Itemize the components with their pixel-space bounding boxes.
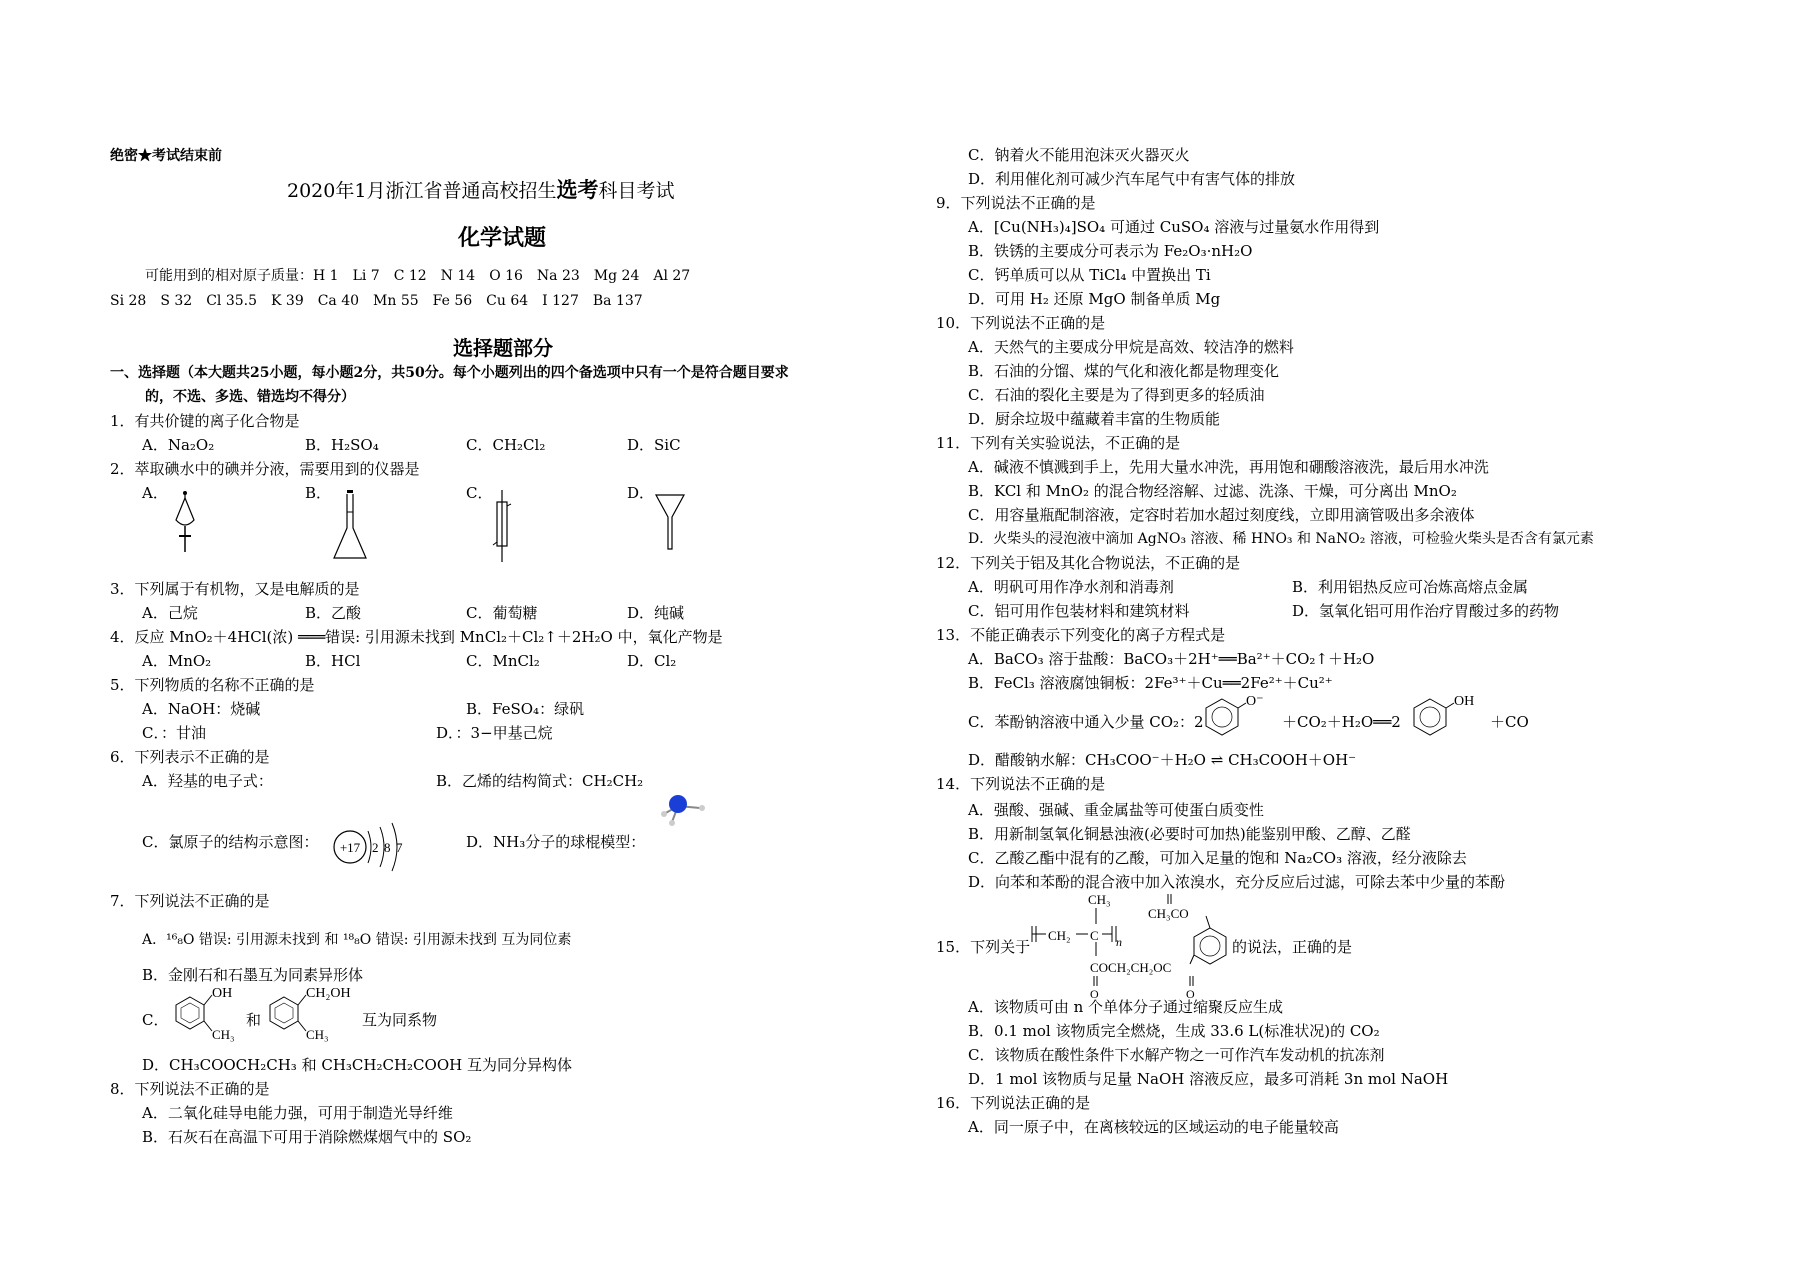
exam-title bbox=[287, 177, 675, 202]
q10-option-d: D．厨余垃圾中蕴藏着丰富的生物质能 bbox=[968, 410, 1221, 428]
q15-option-a: A．该物质可由 n 个单体分子通过缩聚反应生成 bbox=[968, 998, 1284, 1016]
q2-option-a: A． bbox=[142, 484, 168, 502]
nh3-ball-stick-model bbox=[660, 790, 716, 826]
oh-group: OH bbox=[212, 986, 233, 1001]
q7-option-b: B．金刚石和石墨互为同素异形体 bbox=[142, 966, 364, 984]
poly-ch2: CH₂ bbox=[1048, 928, 1071, 943]
poly-c: C bbox=[1090, 928, 1099, 943]
question-10: 10．下列说法不正确的是 bbox=[936, 314, 1106, 332]
q11-option-d: D．火柴头的浸泡液中滴加 AgNO₃ 溶液、稀 HNO₃ 和 NaNO₂ 溶液，可检验火柴头是否含有氯元素 bbox=[968, 531, 1594, 547]
question-2: 2．萃取碘水中的碘并分液，需要用到的仪器是 bbox=[110, 460, 420, 478]
q6-option-a: A．羟基的电子式： bbox=[142, 772, 273, 790]
q12-option-b: B．利用铝热反应可冶炼高熔点金属 bbox=[1292, 578, 1529, 596]
question-14: 14．下列说法不正确的是 bbox=[936, 775, 1106, 793]
funnel-figure bbox=[655, 493, 685, 553]
q4-option-a: A．MnO₂ bbox=[142, 652, 212, 670]
title-part: 科目考试 bbox=[598, 180, 675, 202]
q4-option-b: B．HCl bbox=[305, 652, 361, 670]
q5-option-a: A．NaOH：烧碱 bbox=[142, 700, 261, 718]
section-instructions-cont: 的，不选、多选、错选均不得分） bbox=[145, 389, 355, 405]
phenol-ring bbox=[1408, 693, 1484, 743]
methyl-group: CH₃ bbox=[212, 1027, 235, 1042]
atomic-masses-line-2: Si 28 S 32 Cl 35.5 K 39 Ca 40 Mn 55 Fe 56 Cu 64 I 127 Ba 137 bbox=[110, 293, 643, 309]
q5-option-b: B．FeSO₄：绿矾 bbox=[466, 700, 585, 718]
q7-and: 和 bbox=[246, 1011, 262, 1029]
q7-option-c-label: C． bbox=[142, 1011, 169, 1029]
q5-option-d: D．：3−甲基己烷 bbox=[436, 724, 553, 742]
phenoxide-ring bbox=[1200, 693, 1276, 743]
question-1: 1．有共价键的离子化合物是 bbox=[110, 412, 300, 430]
question-16: 16．下列说法正确的是 bbox=[936, 1094, 1091, 1112]
q14-option-d: D．向苯和苯酚的混合液中加入浓溴水，充分反应后过滤，可除去苯中少量的苯酚 bbox=[968, 873, 1506, 891]
q4-option-d: D．Cl₂ bbox=[627, 652, 677, 670]
q7-option-d: D．CH₃COOCH₂CH₃ 和 CH₃CH₂CH₂COOH 互为同分异构体 bbox=[142, 1056, 572, 1074]
q15-option-b: B．0.1 mol 该物质完全燃烧，生成 33.6 L(标准状况)的 CO₂ bbox=[968, 1022, 1380, 1040]
question-8: 8．下列说法不正确的是 bbox=[110, 1080, 270, 1098]
q14-option-b: B．用新制氢氧化铜悬浊液(必要时可加热)能鉴别甲酸、乙醇、乙醛 bbox=[968, 825, 1411, 843]
q15-option-d: D．1 mol 该物质与足量 NaOH 溶液反应，最多可消耗 3n mol NaOH bbox=[968, 1070, 1449, 1088]
q8-option-c: C．钠着火不能用泡沫灭火器灭火 bbox=[968, 146, 1190, 164]
q15-option-c: C．该物质在酸性条件下水解产物之一可作汽车发动机的抗冻剂 bbox=[968, 1046, 1385, 1064]
atomic-masses-line-1: 可能用到的相对原子质量：H 1 Li 7 C 12 N 14 O 16 Na 23 Mg 24 Al 27 bbox=[145, 268, 691, 284]
title-bold: 选考 bbox=[556, 177, 599, 202]
q3-option-b: B．乙酸 bbox=[305, 604, 362, 622]
question-6: 6．下列表示不正确的是 bbox=[110, 748, 270, 766]
q9-option-d: D．可用 H₂ 还原 MgO 制备单质 Mg bbox=[968, 290, 1221, 308]
question-9: 9．下列说法不正确的是 bbox=[936, 194, 1096, 212]
shell-3-count: 7 bbox=[396, 840, 403, 855]
q9-option-b: B．铁锈的主要成分可表示为 Fe₂O₃·nH₂O bbox=[968, 242, 1253, 260]
carbonyl-o: O bbox=[1090, 987, 1099, 1001]
q3-option-a: A．己烷 bbox=[142, 604, 198, 622]
question-15-part1: 15．下列关于 bbox=[936, 938, 1031, 956]
q9-option-c: C．钙单质可以从 TiCl₄ 中置换出 Ti bbox=[968, 266, 1211, 284]
shell-2-count: 8 bbox=[384, 840, 391, 855]
q2-option-c: C． bbox=[466, 484, 493, 502]
q2-option-d: D． bbox=[627, 484, 655, 502]
section-title: 选择题部分 bbox=[453, 336, 553, 360]
secret-label: 绝密★考试结束前 bbox=[110, 148, 222, 164]
q3-option-d: D．纯碱 bbox=[627, 604, 685, 622]
question-13: 13．不能正确表示下列变化的离子方程式是 bbox=[936, 626, 1226, 644]
question-4: 4．反应 MnO₂＋4HCl(浓) ═══错误: 引用源未找到 MnCl₂＋Cl₂↑＋2H₂O 中，氧化产物是 bbox=[110, 628, 723, 646]
q6-option-d: D．NH₃分子的球棍模型： bbox=[466, 833, 646, 851]
q6-option-c: C．氯原子的结构示意图： bbox=[142, 833, 319, 851]
q10-option-a: A．天然气的主要成分甲烷是高效、较洁净的燃料 bbox=[968, 338, 1294, 356]
q14-option-a: A．强酸、强碱、重金属盐等可使蛋白质变性 bbox=[968, 801, 1264, 819]
q8-option-a: A．二氧化硅导电能力强，可用于制造光导纤维 bbox=[142, 1104, 453, 1122]
phenoxide-group: O⁻ bbox=[1246, 694, 1264, 709]
q13-option-c-part2: ＋CO₂＋H₂O══2 bbox=[1282, 713, 1401, 731]
q13-option-c-part1: C．苯酚钠溶液中通入少量 CO₂：2 bbox=[968, 713, 1204, 731]
q12-option-d: D．氢氧化铝可用作治疗胃酸过多的药物 bbox=[1292, 602, 1560, 620]
q7-option-a: A．¹⁶₈O 错误: 引用源未找到 和 ¹⁸₈O 错误: 引用源未找到 互为同位素 bbox=[142, 932, 572, 948]
q6-option-b: B．乙烯的结构简式：CH₂CH₂ bbox=[436, 772, 644, 790]
poly-ester-chain: COCH₂CH₂OC bbox=[1090, 960, 1172, 975]
q5-option-c: C．：甘油 bbox=[142, 724, 206, 742]
q12-option-c: C．铝可用作包装材料和建筑材料 bbox=[968, 602, 1190, 620]
subject-title: 化学试题 bbox=[458, 225, 547, 251]
q11-option-a: A．碱液不慎溅到手上，先用大量水冲洗，再用饱和硼酸溶液洗，最后用水冲洗 bbox=[968, 458, 1489, 476]
volumetric-flask-figure bbox=[330, 490, 370, 565]
acetyl-group: CH₃CO bbox=[1148, 906, 1189, 921]
q9-option-a: A．[Cu(NH₃)₄]SO₄ 可通过 CuSO₄ 溶液与过量氨水作用得到 bbox=[968, 218, 1380, 236]
q8-option-b: B．石灰石在高温下可用于消除燃煤烟气中的 SO₂ bbox=[142, 1128, 472, 1146]
question-3: 3．下列属于有机物，又是电解质的是 bbox=[110, 580, 360, 598]
poly-n: n bbox=[1116, 935, 1122, 949]
q8-option-d: D．利用催化剂可减少汽车尾气中有害气体的排放 bbox=[968, 170, 1296, 188]
q1-option-a: A．Na₂O₂ bbox=[142, 436, 215, 454]
q13-option-b: B．FeCl₃ 溶液腐蚀铜板：2Fe³⁺＋Cu══2Fe²⁺＋Cu²⁺ bbox=[968, 674, 1333, 692]
polymer-structure bbox=[1030, 890, 1230, 1000]
q12-option-a: A．明矾可用作净水剂和消毒剂 bbox=[968, 578, 1174, 596]
title-part: 2020年1月浙江省普通高校招生 bbox=[287, 180, 557, 202]
q10-option-c: C．石油的裂化主要是为了得到更多的轻质油 bbox=[968, 386, 1265, 404]
q3-option-c: C．葡萄糖 bbox=[466, 604, 538, 622]
shell-1-count: 2 bbox=[372, 840, 379, 855]
section-instructions: 一、选择题（本大题共25小题，每小题2分，共50分。每个小题列出的四个备选项中只有一个是符合题目要求 bbox=[110, 365, 789, 381]
q13-option-a: A．BaCO₃ 溶于盐酸：BaCO₃＋2H⁺══Ba²⁺＋CO₂↑＋H₂O bbox=[968, 650, 1375, 668]
q16-option-a: A．同一原子中，在离核较远的区域运动的电子能量较高 bbox=[968, 1118, 1339, 1136]
chlorine-atom-diagram bbox=[330, 815, 410, 879]
question-7: 7．下列说法不正确的是 bbox=[110, 892, 270, 910]
phenol-oh: OH bbox=[1454, 694, 1475, 709]
q4-option-c: C．MnCl₂ bbox=[466, 652, 540, 670]
carbonyl-o-2: O bbox=[1186, 987, 1195, 1001]
question-5: 5．下列物质的名称不正确的是 bbox=[110, 676, 315, 694]
o-cresol-structure bbox=[170, 985, 250, 1041]
question-11: 11．下列有关实验说法，不正确的是 bbox=[936, 434, 1181, 452]
q10-option-b: B．石油的分馏、煤的气化和液化都是物理变化 bbox=[968, 362, 1280, 380]
q1-option-b: B．H₂SO₄ bbox=[305, 436, 379, 454]
q1-option-c: C．CH₂Cl₂ bbox=[466, 436, 546, 454]
q13-option-d: D．醋酸钠水解：CH₃COO⁻＋H₂O ⇌ CH₃COOH＋OH⁻ bbox=[968, 751, 1357, 769]
q13-option-c-part3: ＋CO bbox=[1490, 713, 1529, 731]
q7-option-c-text: 互为同系物 bbox=[362, 1011, 438, 1029]
question-12: 12．下列关于铝及其化合物说法，不正确的是 bbox=[936, 554, 1241, 572]
ch2oh-group: CH₂OH bbox=[306, 986, 351, 1001]
poly-methyl: CH₃ bbox=[1088, 892, 1111, 907]
nucleus-label: +17 bbox=[339, 840, 361, 855]
condenser-figure bbox=[492, 490, 512, 565]
q11-option-b: B．KCl 和 MnO₂ 的混合物经溶解、过滤、洗涤、干燥，可分离出 MnO₂ bbox=[968, 482, 1457, 500]
separatory-funnel-figure bbox=[170, 490, 200, 560]
q1-option-d: D．SiC bbox=[627, 436, 681, 454]
q2-option-b: B． bbox=[305, 484, 332, 502]
methylbenzyl-alcohol-structure bbox=[264, 985, 364, 1041]
q14-option-c: C．乙酸乙酯中混有的乙酸，可加入足量的饱和 Na₂CO₃ 溶液，经分液除去 bbox=[968, 849, 1467, 867]
methyl-group: CH₃ bbox=[306, 1027, 329, 1042]
q11-option-c: C．用容量瓶配制溶液，定容时若加水超过刻度线，立即用滴管吸出多余液体 bbox=[968, 506, 1475, 524]
question-15-part2: 的说法，正确的是 bbox=[1232, 938, 1353, 956]
